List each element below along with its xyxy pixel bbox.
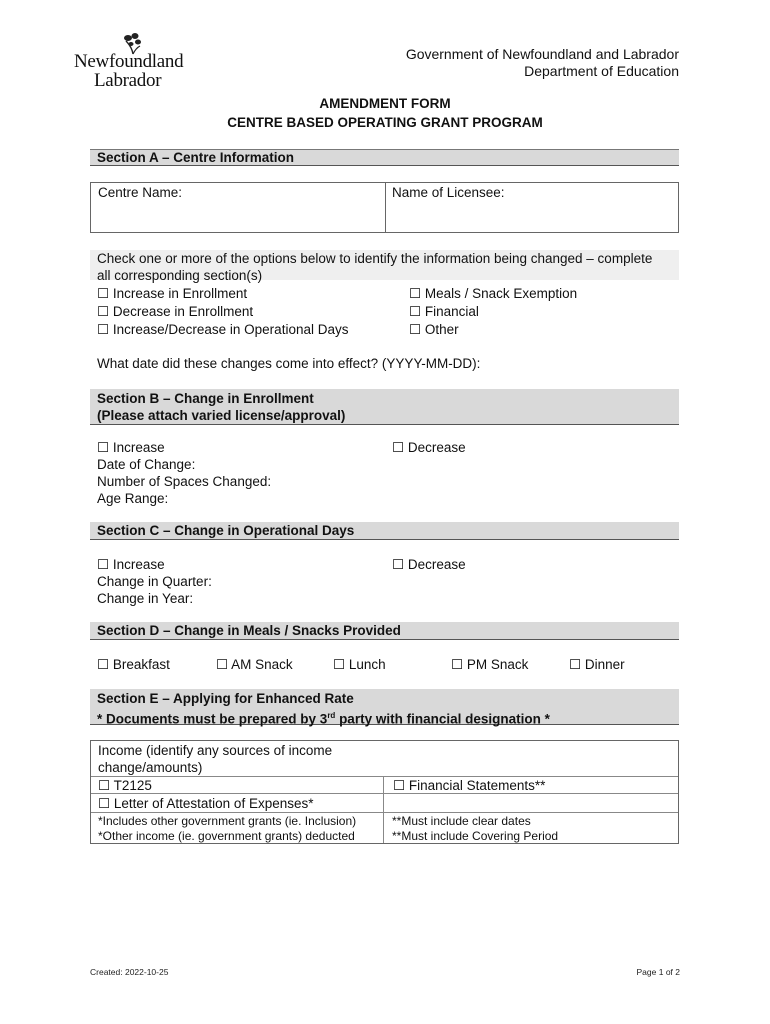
form-subtitle: CENTRE BASED OPERATING GRANT PROGRAM [227,115,543,130]
change-instructions [97,250,652,284]
note-clear-dates: **Must include clear dates [392,814,531,828]
notes-right [392,814,558,844]
checkbox-decrease-enrollment[interactable]: ☐ Decrease in Enrollment [97,304,254,319]
section-c-heading: Section C – Change in Operational Days [90,522,679,540]
age-range-field[interactable]: Age Range: [97,491,169,506]
table-row-line [91,793,678,794]
checkbox-dinner[interactable]: ☐ Dinner [569,657,625,672]
income-sources-field[interactable] [98,742,332,776]
instructions-line-2: all corresponding section(s) [97,268,263,283]
instructions-line-1: Check one or more of the options below to identify the information being changed – complete [97,251,653,266]
section-e-title: Section E – Applying for Enhanced Rate [97,691,354,706]
centre-name-field[interactable]: Centre Name: [98,185,183,200]
income-line-2: change/amounts) [98,760,203,775]
enrollment-decrease-checkbox[interactable]: ☐ Decrease [392,440,466,455]
date-of-change-field[interactable]: Date of Change: [97,457,196,472]
checkbox-financial[interactable]: ☐ Financial [409,304,479,319]
note-inclusion: *Includes other government grants (ie. Inclusion) [98,814,357,828]
section-e-note-sup: rd [327,711,336,720]
checkbox-lunch[interactable]: ☐ Lunch [333,657,386,672]
options-left [97,285,348,339]
checkbox-t2125[interactable]: ☐ T2125 [98,778,152,793]
enrollment-increase-checkbox[interactable]: ☐ Increase [97,440,165,455]
change-in-quarter-field[interactable]: Change in Quarter: [97,574,212,589]
notes-left [98,814,356,844]
section-b-note: (Please attach varied license/approval) [97,408,346,423]
department-name: Department of Education [524,63,679,79]
days-increase-checkbox[interactable]: ☐ Increase [97,557,165,572]
department-heading [406,46,679,80]
checkbox-increase-enrollment[interactable]: ☐ Increase in Enrollment [97,286,248,301]
government-logo [74,32,194,92]
note-covering-period: **Must include Covering Period [392,829,559,843]
section-b-title: Section B – Change in Enrollment [97,391,314,406]
section-e-note-end: party with financial designation * [335,711,550,727]
enhanced-rate-table [90,740,679,844]
effective-date-field[interactable]: What date did these changes come into effect? (YYYY-MM-DD): [97,356,481,371]
checkbox-letter-of-attestation[interactable]: ☐ Letter of Attestation of Expenses* [98,796,314,811]
section-d-heading: Section D – Change in Meals / Snacks Provided [90,622,679,640]
checkbox-pm-snack[interactable]: ☐ PM Snack [451,657,529,672]
checkbox-meals-snack-exemption[interactable]: ☐ Meals / Snack Exemption [409,286,578,301]
checkbox-financial-statements[interactable]: ☐ Financial Statements** [393,778,546,793]
spaces-changed-field[interactable]: Number of Spaces Changed: [97,474,272,489]
section-e-note [97,707,679,728]
logo-text-labrador: Labrador [94,70,162,91]
form-title: AMENDMENT FORM [319,96,451,111]
income-line-1: Income (identify any sources of income [98,743,333,758]
section-e-heading [90,689,679,725]
licensee-name-field[interactable]: Name of Licensee: [392,185,505,200]
note-deducted: *Other income (ie. government grants) deducted [98,829,355,843]
checkbox-am-snack[interactable]: ☐ AM Snack [216,657,293,672]
created-date: Created: 2022-10-25 [90,967,169,977]
options-right [409,285,577,339]
checkbox-other[interactable]: ☐ Other [409,322,459,337]
table-divider [383,776,384,843]
page-number: Page 1 of 2 [636,967,680,977]
logo-text-newfoundland: Newfoundland [74,51,184,72]
enrollment-fields [97,456,271,507]
checkbox-operational-days[interactable]: ☐ Increase/Decrease in Operational Days [97,322,349,337]
section-b-heading [90,389,679,425]
section-e-note-start: * Documents must be prepared by 3 [97,711,328,727]
checkbox-breakfast[interactable]: ☐ Breakfast [97,657,170,672]
centre-info-table [90,182,679,233]
government-name: Government of Newfoundland and Labrador [405,46,679,62]
change-in-year-field[interactable]: Change in Year: [97,591,194,606]
section-a-heading: Section A – Centre Information [90,149,679,166]
days-decrease-checkbox[interactable]: ☐ Decrease [392,557,466,572]
table-row-line [91,776,678,777]
operational-days-fields [97,573,212,607]
table-divider [385,183,386,232]
table-row-line [91,812,678,813]
